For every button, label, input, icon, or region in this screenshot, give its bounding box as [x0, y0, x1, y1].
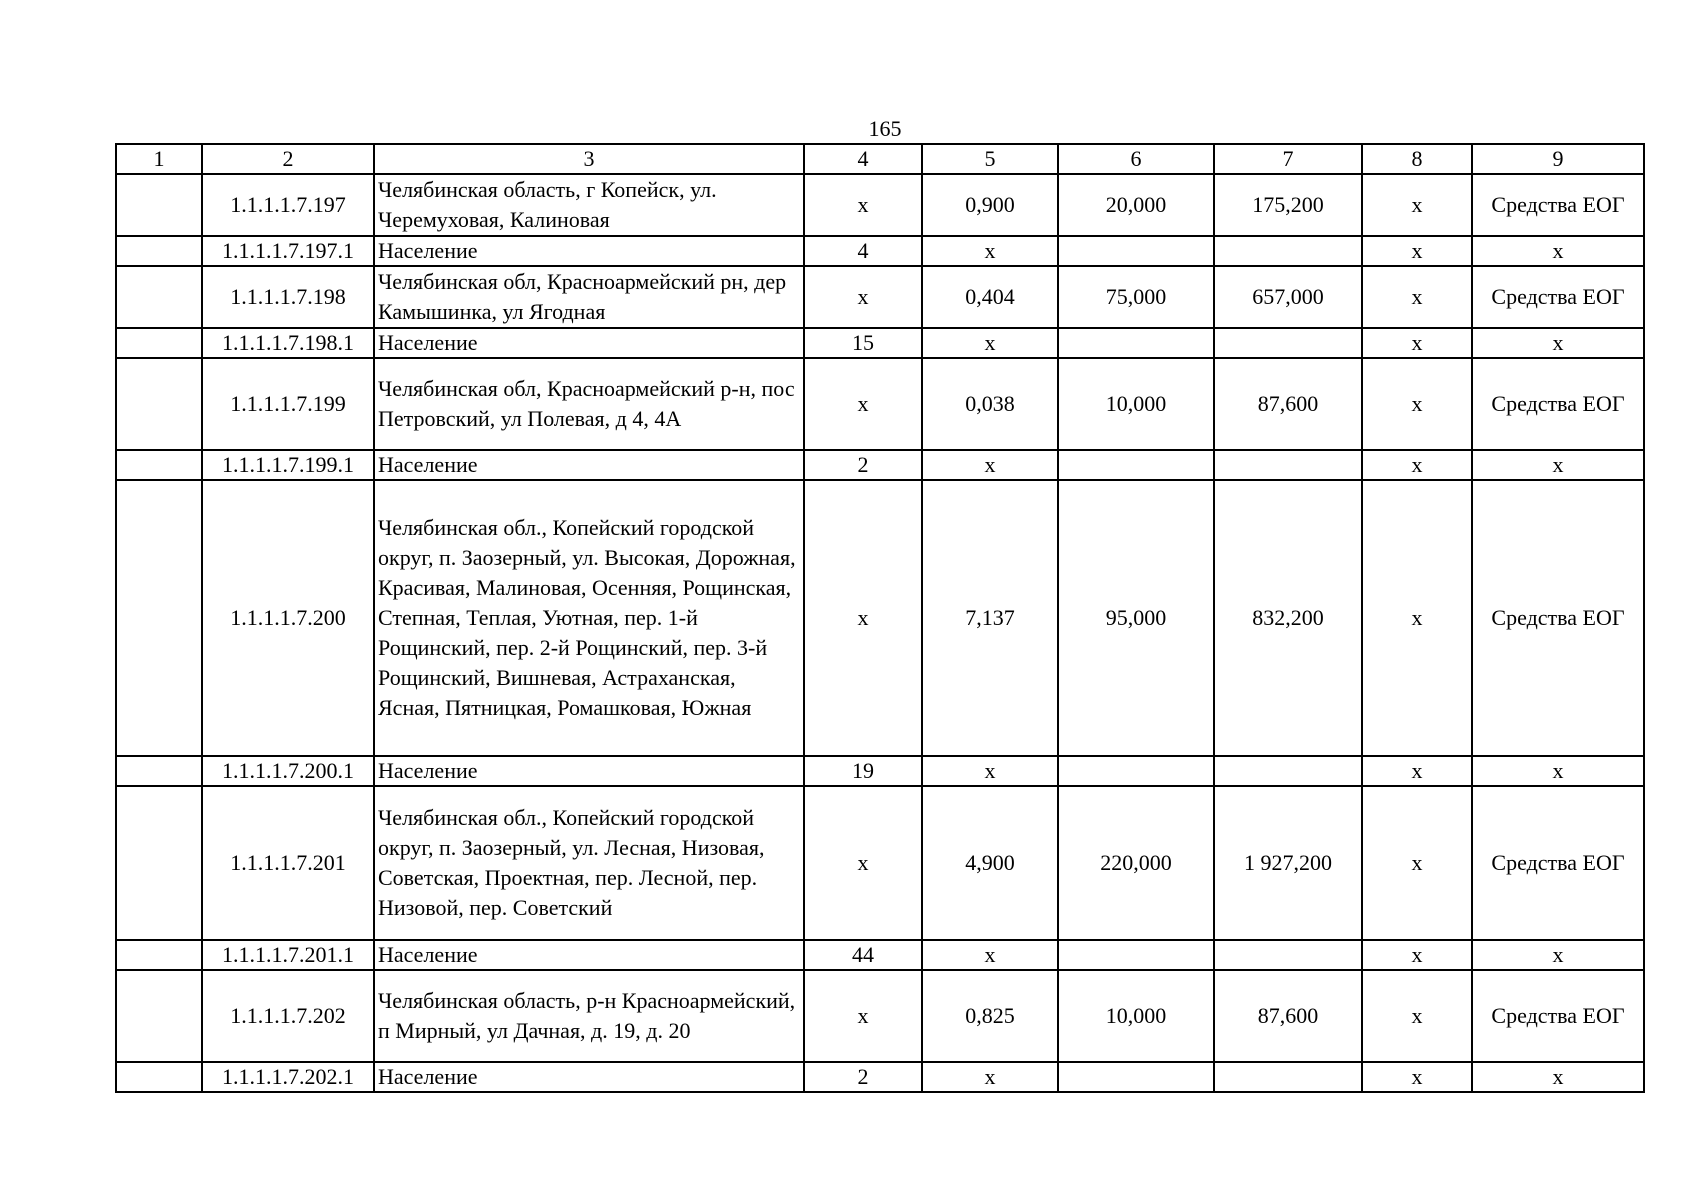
row-index-cell [116, 266, 202, 328]
population-row [116, 1062, 1644, 1092]
row-index-cell [116, 480, 202, 756]
col8-cell: x [1362, 328, 1472, 358]
row-index-cell [116, 328, 202, 358]
consumption-cell: 1 927,200 [1214, 786, 1362, 940]
address-cell: Население [374, 450, 804, 480]
length-cell: 0,825 [922, 970, 1058, 1062]
length-cell: 7,137 [922, 480, 1058, 756]
col8-cell: x [1362, 450, 1472, 480]
col8-cell: x [1362, 480, 1472, 756]
length-cell: 4,900 [922, 786, 1058, 940]
column-header: 7 [1214, 144, 1362, 174]
funding-source-cell: Средства ЕОГ [1472, 266, 1644, 328]
population-row [116, 236, 1644, 266]
consumption-cell [1214, 940, 1362, 970]
address-cell: Челябинская область, г Копейск, ул. Черемуховая, Калиновая [374, 174, 804, 236]
consumption-cell [1214, 756, 1362, 786]
length-cell: 0,900 [922, 174, 1058, 236]
funding-source-cell: x [1472, 236, 1644, 266]
power-cell [1058, 756, 1214, 786]
row-index-cell [116, 1062, 202, 1092]
power-cell [1058, 450, 1214, 480]
column-header: 1 [116, 144, 202, 174]
population-cell: 15 [804, 328, 922, 358]
col8-cell: x [1362, 756, 1472, 786]
power-cell [1058, 940, 1214, 970]
population-row [116, 328, 1644, 358]
code-cell: 1.1.1.1.7.199 [202, 358, 374, 450]
power-cell: 220,000 [1058, 786, 1214, 940]
row-index-cell [116, 236, 202, 266]
population-row [116, 940, 1644, 970]
funding-source-cell: Средства ЕОГ [1472, 174, 1644, 236]
code-cell: 1.1.1.1.7.201.1 [202, 940, 374, 970]
col8-cell: x [1362, 970, 1472, 1062]
population-cell: 2 [804, 1062, 922, 1092]
address-cell: Население [374, 328, 804, 358]
page-number: 165 [868, 116, 902, 141]
object-row [116, 174, 1644, 236]
funding-source-cell: x [1472, 1062, 1644, 1092]
address-cell: Челябинская обл., Копейский городской округ, п. Заозерный, ул. Высокая, Дорожная, Красивая, Малиновая, Осенняя, Рощинская, Степная, Теплая, Уютная, пер. 1-й Рощинский, пер. 2-й Рощинский, пер. 3-й Рощинский, Вишневая, Астраханская, Ясная, Пятницкая, Ромашковая, Южная [374, 480, 804, 756]
population-cell: x [804, 480, 922, 756]
column-header: 8 [1362, 144, 1472, 174]
population-cell: x [804, 970, 922, 1062]
column-header: 5 [922, 144, 1058, 174]
funding-source-cell: x [1472, 328, 1644, 358]
population-cell: 44 [804, 940, 922, 970]
population-cell: 19 [804, 756, 922, 786]
power-cell [1058, 236, 1214, 266]
consumption-cell [1214, 450, 1362, 480]
column-header: 3 [374, 144, 804, 174]
length-cell: 0,404 [922, 266, 1058, 328]
column-header: 6 [1058, 144, 1214, 174]
row-index-cell [116, 970, 202, 1062]
power-cell [1058, 328, 1214, 358]
address-cell: Челябинская обл, Красноармейский рн, дер Камышинка, ул Ягодная [374, 266, 804, 328]
col8-cell: x [1362, 266, 1472, 328]
address-cell: Население [374, 1062, 804, 1092]
length-cell: x [922, 450, 1058, 480]
length-cell: 0,038 [922, 358, 1058, 450]
column-header: 4 [804, 144, 922, 174]
row-index-cell [116, 450, 202, 480]
length-cell: x [922, 940, 1058, 970]
length-cell: x [922, 1062, 1058, 1092]
population-row [116, 450, 1644, 480]
column-header: 9 [1472, 144, 1644, 174]
funding-source-cell: Средства ЕОГ [1472, 786, 1644, 940]
funding-source-cell: Средства ЕОГ [1472, 480, 1644, 756]
funding-source-cell: x [1472, 756, 1644, 786]
row-index-cell [116, 940, 202, 970]
code-cell: 1.1.1.1.7.202 [202, 970, 374, 1062]
funding-source-cell: Средства ЕОГ [1472, 970, 1644, 1062]
column-header-row [116, 144, 1644, 174]
row-index-cell [116, 786, 202, 940]
code-cell: 1.1.1.1.7.198.1 [202, 328, 374, 358]
column-header: 2 [202, 144, 374, 174]
population-cell: 4 [804, 236, 922, 266]
row-index-cell [116, 756, 202, 786]
code-cell: 1.1.1.1.7.198 [202, 266, 374, 328]
consumption-cell: 175,200 [1214, 174, 1362, 236]
code-cell: 1.1.1.1.7.201 [202, 786, 374, 940]
code-cell: 1.1.1.1.7.199.1 [202, 450, 374, 480]
consumption-cell [1214, 236, 1362, 266]
object-row [116, 358, 1644, 450]
power-cell: 10,000 [1058, 970, 1214, 1062]
consumption-cell: 87,600 [1214, 358, 1362, 450]
population-row [116, 756, 1644, 786]
funding-source-cell: x [1472, 450, 1644, 480]
col8-cell: x [1362, 236, 1472, 266]
power-cell: 10,000 [1058, 358, 1214, 450]
consumption-cell: 832,200 [1214, 480, 1362, 756]
length-cell: x [922, 756, 1058, 786]
object-row [116, 266, 1644, 328]
consumption-cell [1214, 328, 1362, 358]
funding-source-cell: x [1472, 940, 1644, 970]
object-row [116, 786, 1644, 940]
power-cell [1058, 1062, 1214, 1092]
col8-cell: x [1362, 786, 1472, 940]
consumption-cell: 657,000 [1214, 266, 1362, 328]
row-index-cell [116, 174, 202, 236]
code-cell: 1.1.1.1.7.200 [202, 480, 374, 756]
funding-source-cell: Средства ЕОГ [1472, 358, 1644, 450]
address-cell: Население [374, 236, 804, 266]
population-cell: x [804, 786, 922, 940]
length-cell: x [922, 236, 1058, 266]
col8-cell: x [1362, 940, 1472, 970]
row-index-cell [116, 358, 202, 450]
power-cell: 95,000 [1058, 480, 1214, 756]
power-cell: 75,000 [1058, 266, 1214, 328]
population-cell: 2 [804, 450, 922, 480]
code-cell: 1.1.1.1.7.197.1 [202, 236, 374, 266]
data-table [115, 143, 1645, 1093]
address-cell: Челябинская область, р-н Красноармейский, п Мирный, ул Дачная, д. 19, д. 20 [374, 970, 804, 1062]
col8-cell: x [1362, 174, 1472, 236]
code-cell: 1.1.1.1.7.202.1 [202, 1062, 374, 1092]
address-cell: Челябинская обл., Копейский городской округ, п. Заозерный, ул. Лесная, Низовая, Советская, Проектная, пер. Лесной, пер. Низовой, пер. Советский [374, 786, 804, 940]
population-cell: x [804, 358, 922, 450]
length-cell: x [922, 328, 1058, 358]
col8-cell: x [1362, 1062, 1472, 1092]
consumption-cell: 87,600 [1214, 970, 1362, 1062]
address-cell: Население [374, 940, 804, 970]
population-cell: x [804, 174, 922, 236]
object-row [116, 970, 1644, 1062]
code-cell: 1.1.1.1.7.200.1 [202, 756, 374, 786]
consumption-cell [1214, 1062, 1362, 1092]
address-cell: Челябинская обл, Красноармейский р-н, пос Петровский, ул Полевая, д 4, 4А [374, 358, 804, 450]
address-cell: Население [374, 756, 804, 786]
object-row [116, 480, 1644, 756]
table-body [116, 144, 1644, 1092]
population-cell: x [804, 266, 922, 328]
code-cell: 1.1.1.1.7.197 [202, 174, 374, 236]
col8-cell: x [1362, 358, 1472, 450]
power-cell: 20,000 [1058, 174, 1214, 236]
